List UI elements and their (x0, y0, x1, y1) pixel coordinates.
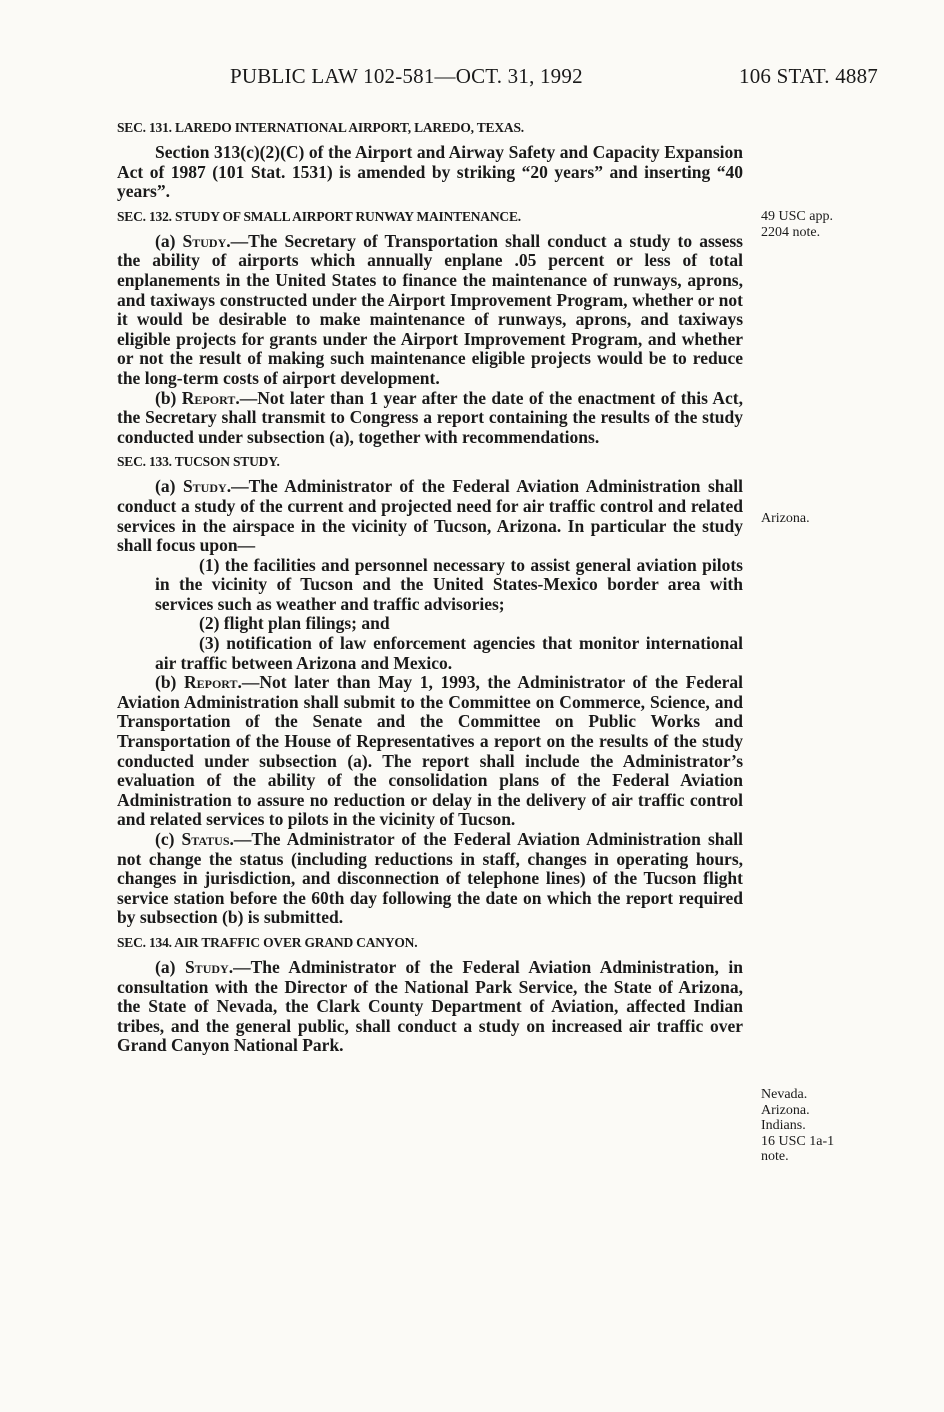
subsection-label: (a) (155, 230, 183, 251)
margin-note-sec-132 (761, 209, 911, 240)
section-133-subsection-c (117, 830, 743, 928)
margin-note-line: 49 USC app. (761, 209, 833, 224)
document-body (117, 118, 743, 1056)
margin-note-line: Arizona. (761, 1102, 810, 1118)
section-132-heading: SEC. 132. STUDY OF SMALL AIRPORT RUNWAY MAINTENANCE. (117, 208, 521, 224)
subsection-label: (a) (155, 476, 183, 497)
subsection-text: .—Not later than May 1, 1993, the Administrator of the Federal Aviation Administration shall submit to the Committee on Commerce, Science, and Transportation of the Senate and the Committee on Public Works and Transportation of the House of Representatives a report on the results of the study conducted under subsection (a). The report shall include the Administrator’s evaluation of the ability of the consolidation plans of the Federal Aviation Administration to assure no reduction or delay in the delivery of air traffic control and related services to pilots in the vicinity of Tucson. (117, 672, 743, 830)
subsection-label: (a) (155, 956, 185, 977)
section-131-text: Section 313(c)(2)(C) of the Airport and Airway Safety and Capacity Expansion Act of 1987 (101 Stat. 1531) is amended by striking “20 years” and inserting “40 years”. (117, 142, 743, 202)
subsection-text: .—The Administrator of the Federal Aviation Administration shall not change the status (including reductions in staff, changes in operating hours, changes in jurisdiction, and disconnection of telephone lines) of the Tucson flight service station before the 60th day following the date on which the report required by subsection (b) is submitted. (117, 829, 743, 928)
subsection-label: (c) (155, 829, 182, 849)
header-stat-citation: 106 STAT. 4887 (739, 64, 878, 88)
margin-note-line: Arizona. (761, 511, 810, 526)
subsection-text: .—The Secretary of Transportation shall conduct a study to assess the ability of airports which annually enplane .05 percent or less of total enplanements in the United States to finance the maintenance of runways, aprons, and taxiways constructed under the Airport Improvement Program, whether or not it would be desirable to make maintenance of runways, aprons, and taxiways eligible projects for grants under the Airport Improvement Program, and whether or not the result of making such maintenance eligible projects would be to reduce the long-term costs of airport development. (117, 230, 743, 388)
page-header (230, 64, 878, 94)
margin-note-line: 16 USC 1a-1 (761, 1133, 835, 1149)
margin-note-line: 2204 note. (761, 224, 821, 240)
section-133-item-3: (3) notification of law enforcement agencies that monitor international air traffic between Arizona and Mexico. (155, 633, 743, 673)
section-133-item-1: (1) the facilities and personnel necessary to assist general aviation pilots in the vicinity of Tucson and the United States-Mexico border area with services such as weather and traffic advisories; (155, 554, 743, 614)
margin-note-sec-133 (761, 511, 911, 527)
subsection-caption: Study (182, 476, 227, 497)
section-133-subsection-a (117, 477, 743, 555)
subsection-caption: Report (181, 387, 236, 408)
subsection-caption: Study (182, 230, 227, 251)
section-133-heading: SEC. 133. TUCSON STUDY. (117, 454, 280, 470)
section-134-subsection-a (117, 958, 743, 1056)
margin-note-line: Indians. (761, 1118, 806, 1133)
section-133-subsection-b (117, 673, 743, 830)
subsection-text: .—The Administrator of the Federal Aviation Administration shall conduct a study of the current and projected need for air traffic control and related services in the airspace in the vicinity of Tucson, Arizona. In particular the study shall focus upon— (117, 476, 743, 556)
subsection-text: .—Not later than 1 year after the date of the enactment of this Act, the Secretary shall transmit to Congress a report containing the results of the study conducted under subsection (a), together with recommendations. (117, 387, 743, 447)
margin-note-line: note. (761, 1149, 789, 1164)
section-132-subsection-b (117, 389, 743, 448)
section-131-heading: SEC. 131. LAREDO INTERNATIONAL AIRPORT, LAREDO, TEXAS. (117, 120, 524, 135)
subsection-caption: Status (181, 829, 230, 849)
subsection-label: (b) (155, 672, 184, 693)
subsection-label: (b) (155, 387, 182, 408)
section-132-subsection-a (117, 232, 743, 389)
margin-note-line: Nevada. (761, 1087, 808, 1102)
subsection-caption: Study (184, 956, 229, 977)
subsection-text: .—The Administrator of the Federal Aviation Administration, in consultation with the Director of the National Park Service, the State of Arizona, the State of Nevada, the Clark County Department of Aviation, affected Indian tribes, and the general public, shall conduct a study on increased air traffic over Grand Canyon National Park. (117, 956, 744, 1056)
section-134-heading: SEC. 134. AIR TRAFFIC OVER GRAND CANYON. (117, 934, 418, 950)
header-title: PUBLIC LAW 102-581—OCT. 31, 1992 (230, 64, 583, 88)
subsection-caption: Report (183, 672, 238, 693)
section-133-item-2: (2) flight plan filings; and (199, 613, 390, 634)
margin-note-sec-134 (761, 1087, 911, 1165)
